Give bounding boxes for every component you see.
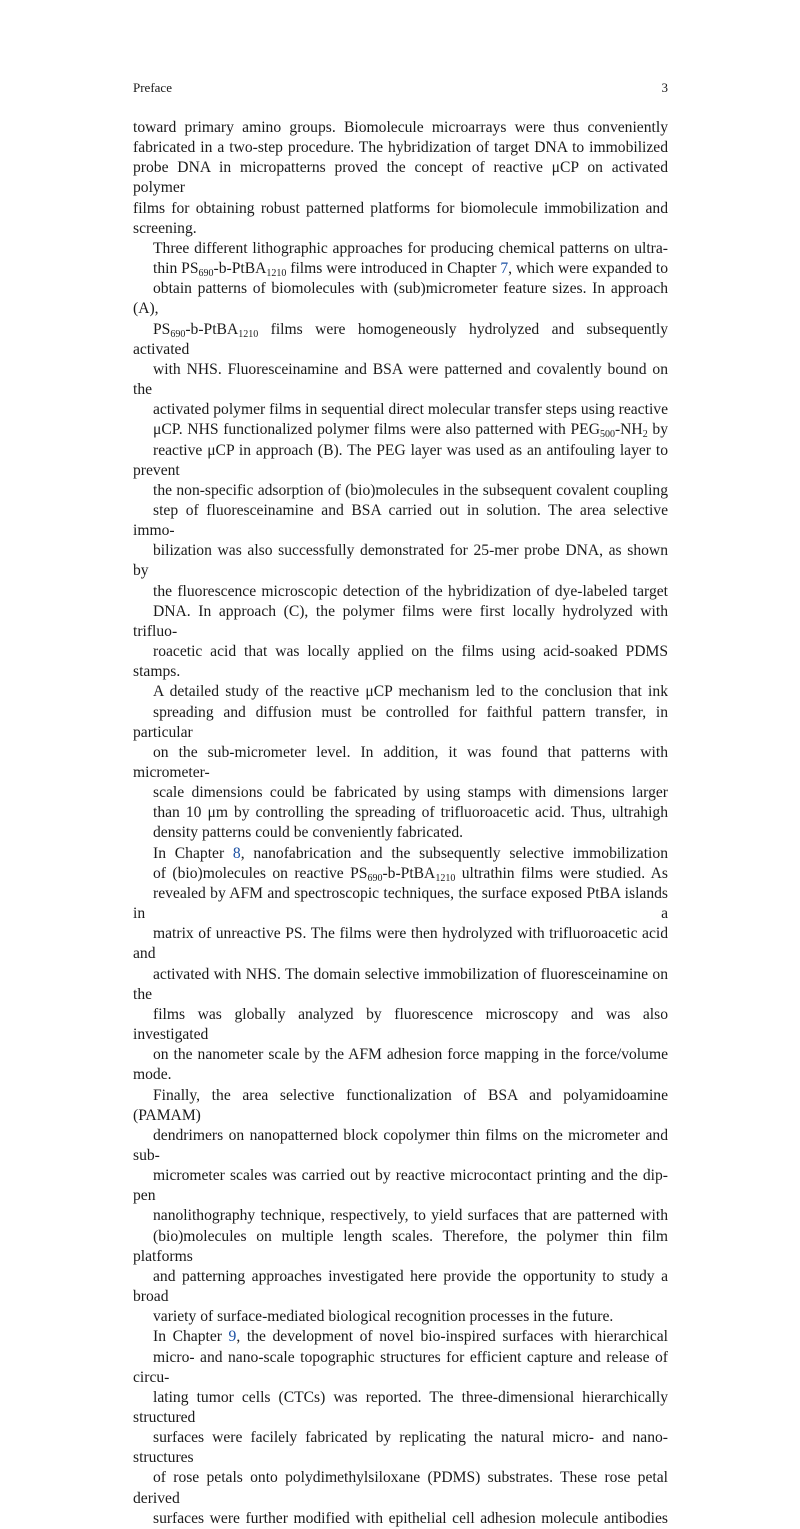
text-line: In Chapter 8, nanofabrication and the subsequently selective immobilization <box>153 844 668 862</box>
text-line: the non-specific adsorption of (bio)molecules in the subsequent covalent coupling <box>153 481 668 499</box>
text-line: than 10 μm by controlling the spreading of trifluoroacetic acid. Thus, ultrahigh <box>153 804 668 822</box>
text-line: activated polymer films in sequential direct molecular transfer steps using reactive <box>153 401 668 419</box>
running-header <box>133 80 668 100</box>
text-line: activated with NHS. The domain selective immobilization of fluoresceinamine on the <box>133 965 668 1003</box>
text-line: variety of surface-mediated biological recognition processes in the future. <box>153 1308 614 1326</box>
text-line: μCP. NHS functionalized polymer films were also patterned with $PEG_{500}-NH_2$ by <box>153 421 668 441</box>
text-line: A detailed study of the reactive μCP mechanism led to the conclusion that ink <box>153 683 668 701</box>
text-line: Three different lithographic approaches for producing chemical patterns on ultra- <box>153 239 668 257</box>
text-line: scale dimensions could be fabricated by using stamps with dimensions larger <box>153 784 668 802</box>
text-line: probe DNA in micropatterns proved the concept of reactive μCP on activated polymer <box>133 159 668 197</box>
text-line: surfaces were further modified with epithelial cell adhesion molecule antibodies <box>153 1509 668 1527</box>
chapter-link[interactable]: 9 <box>228 1328 237 1346</box>
body-text <box>133 118 668 1529</box>
text-line: the fluorescence microscopic detection of the hybridization of dye-labeled target <box>153 582 668 600</box>
paragraph <box>133 844 668 1328</box>
text-line: on the sub-micrometer level. In addition, it was found that patterns with micrometer- <box>133 743 668 781</box>
text-line: obtain patterns of biomolecules with (sub)micrometer feature sizes. In approach (A), <box>133 280 668 318</box>
text-line: nanolithography technique, respectively, to yield surfaces that are patterned with <box>153 1207 668 1225</box>
text-line: micro- and nano-scale topographic structures for efficient capture and release of circu- <box>133 1348 668 1386</box>
paragraph <box>133 118 668 239</box>
text-line: step of fluoresceinamine and BSA carried out in solution. The area selective immo- <box>133 501 668 540</box>
text-line: $PS_{690}-b-PtBA_{1210}$ films were homogeneously hydrolyzed and subsequently activated <box>133 320 668 358</box>
text-line: dendrimers on nanopatterned block copolymer thin films on the micrometer and sub- <box>133 1126 668 1164</box>
text-line: spreading and diffusion must be controlled for faithful pattern transfer, in particular <box>133 703 668 741</box>
text-line: revealed by AFM and spectroscopic techniques, the surface exposed PtBA islands in a <box>133 884 668 923</box>
chapter-link[interactable]: 8 <box>232 844 241 862</box>
text-line: density patterns could be conveniently fabricated. <box>153 824 464 842</box>
text-line: with NHS. Fluoresceinamine and BSA were patterned and covalently bound on the <box>133 360 668 399</box>
text-line: of rose petals onto polydimethylsiloxane (PDMS) substrates. These rose petal derived <box>133 1469 668 1507</box>
text-line: and patterning approaches investigated here provide the opportunity to study a broad <box>133 1267 668 1306</box>
text-line: matrix of unreactive PS. The films were then hydrolyzed with trifluoroacetic acid and <box>133 925 668 963</box>
text-line: reactive μCP in approach (B). The PEG layer was used as an antifouling layer to prevent <box>133 441 668 479</box>
text-line: bilization was also successfully demonstrated for 25-mer probe DNA, as shown by <box>133 542 668 580</box>
text-line: films for obtaining robust patterned platforms for biomolecule immobilization and <box>133 199 668 217</box>
text-line: thin $PS_{690}-b-PtBA_{1210}$ films were introduced in Chapter 7, which were expanded to <box>153 260 668 280</box>
text-line: micrometer scales was carried out by reactive microcontact printing and the dip-pen <box>133 1167 668 1205</box>
text-line: of (bio)molecules on reactive $PS_{690}-b-PtBA_{1210}$ ultrathin films were studied. As <box>153 864 668 884</box>
text-line: screening. <box>133 219 197 237</box>
paragraph <box>133 239 668 844</box>
text-line: films was globally analyzed by fluorescence microscopy and was also investigated <box>133 1005 668 1044</box>
text-line: (bio)molecules on multiple length scales. Therefore, the polymer thin film platforms <box>133 1227 668 1265</box>
text-line: DNA. In approach (C), the polymer films were first locally hydrolyzed with trifluo- <box>133 602 668 640</box>
text-line: on the nanometer scale by the AFM adhesion force mapping in the force/volume mode. <box>133 1046 668 1084</box>
chapter-link[interactable]: 7 <box>500 260 509 278</box>
text-line: roacetic acid that was locally applied on the films using acid-soaked PDMS stamps. <box>133 643 668 681</box>
paragraph <box>133 1327 668 1529</box>
page-number: 3 <box>661 80 668 95</box>
text-line: In Chapter 9, the development of novel bio-inspired surfaces with hierarchical <box>153 1328 668 1346</box>
text-line: lating tumor cells (CTCs) was reported. The three-dimensional hierarchically structured <box>133 1388 668 1426</box>
text-line: toward primary amino groups. Biomolecule microarrays were thus conveniently <box>133 119 668 136</box>
text-line: fabricated in a two-step procedure. The hybridization of target DNA to immobilized <box>133 139 668 157</box>
running-title: Preface <box>133 80 172 95</box>
text-line: surfaces were facilely fabricated by replicating the natural micro- and nano-structures <box>133 1429 668 1467</box>
text-line: Finally, the area selective functionalization of BSA and polyamidoamine (PAMAM) <box>133 1086 668 1124</box>
